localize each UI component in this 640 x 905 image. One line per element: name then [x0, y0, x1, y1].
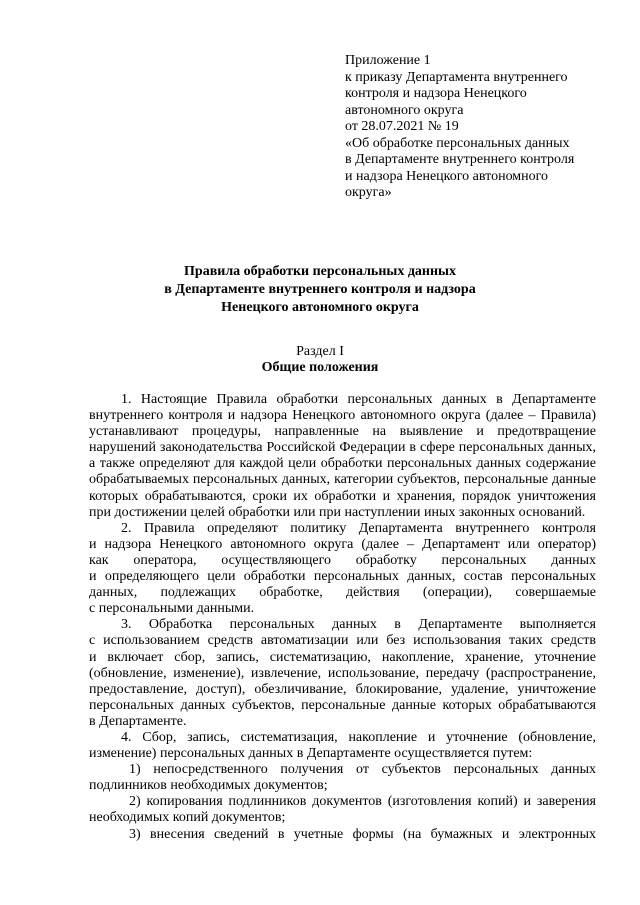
paragraph-line: подлинников необходимых документов;	[89, 778, 328, 794]
annex-line: Приложение 1	[345, 53, 431, 68]
paragraph-line: устанавливают процедуры, направленные на выявление и предотвращение	[89, 424, 596, 440]
section-heading: Общие положения	[261, 360, 379, 375]
title-line: в Департаменте внутреннего контроля и надзора	[164, 282, 476, 297]
title-line: Ненецкого автономного округа	[221, 300, 419, 315]
paragraph-line: и определяющего цели обработки персональных данных, состав персональных	[89, 569, 596, 585]
paragraph-line: 2. Правила определяют политику Департамента внутреннего контроля	[121, 520, 596, 536]
paragraph-line: в Департаменте.	[89, 713, 187, 729]
paragraph-line: которых обрабатываются, сроки их обработки и хранения, порядок уничтожения	[89, 488, 596, 504]
paragraph-line: при достижении целей обработки или при наступлении иных законных оснований.	[89, 504, 586, 520]
paragraph-line: необходимых копий документов;	[89, 810, 286, 826]
paragraph-line: с персональными данными.	[89, 601, 255, 617]
paragraph-line: 1) непосредственного получения от субъектов персональных данных	[129, 762, 596, 778]
body-text	[89, 392, 596, 843]
annex-line: «Об обработке персональных данных	[345, 135, 570, 151]
paragraph-line: и включает сбор, запись, систематизацию, накопление, хранение, уточнение	[89, 649, 596, 665]
annex-line: контроля и надзора Ненецкого	[345, 86, 527, 101]
annex-line: автономного округа	[345, 102, 464, 118]
annex-block	[345, 53, 615, 202]
document-title	[60, 263, 580, 317]
paragraph-line: а также определяют для каждой цели обработки персональных данных содержание	[89, 456, 596, 472]
paragraph-line: (обновление, изменение), извлечение, использование, передачу (распространение,	[89, 665, 596, 681]
annex-line: и надзора Ненецкого автономного	[345, 168, 549, 184]
paragraph-line: обрабатываемых персональных данных, категории субъектов, персональные данные	[89, 472, 596, 488]
annex-line: от 28.07.2021 № 19	[345, 119, 459, 134]
annex-line: к приказу Департамента внутреннего	[345, 69, 568, 85]
paragraph-line: 1. Настоящие Правила обработки персональных данных в Департаменте	[121, 392, 596, 407]
paragraph-line: 2) копирования подлинников документов (изготовления копий) и заверения	[129, 794, 596, 810]
paragraph-line: 3. Обработка персональных данных в Департаменте выполняется	[121, 617, 596, 633]
paragraph-line: с использованием средств автоматизации или без использования таких средств	[89, 633, 596, 649]
paragraph-line: 4. Сбор, запись, систематизация, накопление и уточнение (обновление,	[121, 729, 596, 745]
paragraph-line: предоставление, доступ), обезличивание, блокирование, удаление, уничтожение	[89, 681, 596, 697]
annex-line: в Департаменте внутреннего контроля	[345, 152, 575, 167]
section-number: Раздел I	[296, 344, 344, 359]
annex-line: округа»	[345, 185, 392, 200]
paragraph-line: и надзора Ненецкого автономного округа (далее – Департамент или оператор)	[89, 536, 596, 552]
paragraph-line: изменение) персональных данных в Департаменте осуществляется путем:	[89, 746, 533, 762]
paragraph-line: 3) внесения сведений в учетные формы (на бумажных и электронных	[129, 826, 596, 842]
paragraph-line: как оператора, осуществляющего обработку персональных данных	[89, 552, 596, 568]
paragraph-line: нарушений законодательства Российской Федерации в сфере персональных данных,	[89, 440, 596, 456]
title-line: Правила обработки персональных данных	[184, 264, 456, 279]
paragraph-line: персональных данных субъектов, персональные данные которых обрабатываются	[89, 697, 596, 713]
paragraph-line: данных, подлежащих обработке, действия (операции), совершаемые	[89, 585, 596, 601]
paragraph-line: внутреннего контроля и надзора Ненецкого автономного округа (далее – Правила)	[89, 408, 596, 424]
